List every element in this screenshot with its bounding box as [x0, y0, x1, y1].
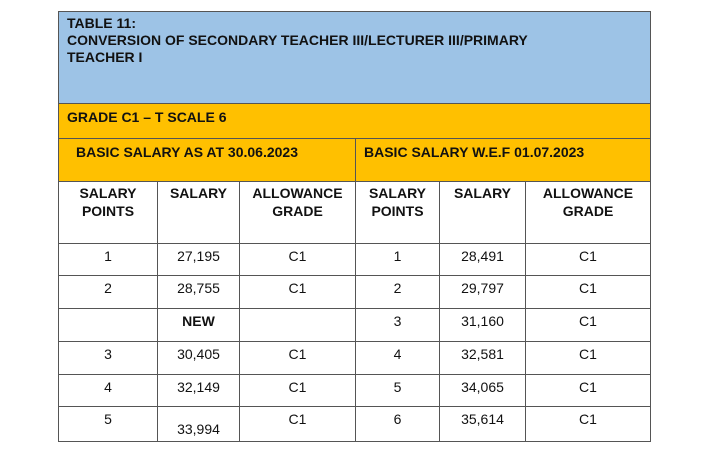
salary-cell: 29,797: [440, 276, 526, 309]
allowance-grade-cell: [240, 309, 356, 342]
table-title: [59, 12, 650, 104]
allowance-grade-cell: C1: [526, 309, 650, 342]
salary-points-cell: [59, 309, 158, 342]
table-title-line: TEACHER I: [67, 49, 143, 65]
salary-cell: 35,614: [440, 407, 526, 441]
allowance-grade-cell: C1: [240, 244, 356, 276]
column-header-text: GRADE: [272, 203, 323, 219]
allowance-grade-cell: C1: [526, 276, 650, 309]
allowance-grade-cell: C1: [240, 375, 356, 407]
salary-cell: NEW: [158, 309, 240, 342]
column-header-text: SALARY: [368, 185, 427, 201]
column-header-text: SALARY: [79, 185, 137, 201]
salary-cell: 28,491: [440, 244, 526, 276]
allowance-grade-header: [240, 182, 356, 244]
salary-points-cell: 6: [356, 407, 440, 441]
salary-points-cell: 2: [356, 276, 440, 309]
table-title-line: CONVERSION OF SECONDARY TEACHER III/LECTURER III/PRIMARY: [67, 32, 528, 48]
salary-cell: 33,994: [158, 407, 240, 441]
allowance-grade-cell: C1: [526, 375, 650, 407]
column-header-text: GRADE: [562, 203, 614, 219]
left-section-header: BASIC SALARY AS AT 30.06.2023: [59, 139, 356, 182]
grade-label: GRADE C1 – T SCALE 6: [59, 104, 650, 139]
column-header-text: SALARY: [169, 185, 228, 201]
salary-points-cell: 4: [356, 342, 440, 375]
column-header-text: POINTS: [371, 203, 424, 219]
salary-cell: 30,405: [158, 342, 240, 375]
salary-points-cell: 5: [59, 407, 158, 441]
salary-points-header: [356, 182, 440, 244]
salary-cell: 32,581: [440, 342, 526, 375]
column-header-text: ALLOWANCE: [252, 185, 343, 201]
salary-points-cell: 4: [59, 375, 158, 407]
salary-cell: 27,195: [158, 244, 240, 276]
column-header-text: POINTS: [81, 203, 135, 219]
salary-points-cell: 3: [356, 309, 440, 342]
allowance-grade-cell: C1: [240, 342, 356, 375]
right-section-header: BASIC SALARY W.E.F 01.07.2023: [356, 139, 650, 182]
salary-conversion-table: [58, 11, 651, 442]
allowance-grade-cell: C1: [526, 244, 650, 276]
salary-cell: 32,149: [158, 375, 240, 407]
column-header-text: SALARY: [453, 185, 512, 201]
salary-cell: 34,065: [440, 375, 526, 407]
column-header-text: ALLOWANCE: [542, 185, 634, 201]
allowance-grade-cell: C1: [579, 411, 597, 427]
salary-header: [440, 182, 526, 244]
salary-points-cell: 5: [356, 375, 440, 407]
salary-points-cell: 3: [59, 342, 158, 375]
salary-points-cell: 2: [59, 276, 158, 309]
salary-points-cell: 1: [59, 244, 158, 276]
salary-cell: 31,160: [440, 309, 526, 342]
allowance-grade-header: [526, 182, 650, 244]
allowance-grade-cell: C1: [240, 276, 356, 309]
allowance-grade-cell: C1: [526, 342, 650, 375]
salary-header: [158, 182, 240, 244]
salary-points-header: [59, 182, 158, 244]
salary-points-cell: 1: [356, 244, 440, 276]
salary-cell: 28,755: [158, 276, 240, 309]
allowance-grade-cell: C1: [240, 407, 356, 441]
table-number: TABLE 11:: [67, 15, 136, 31]
